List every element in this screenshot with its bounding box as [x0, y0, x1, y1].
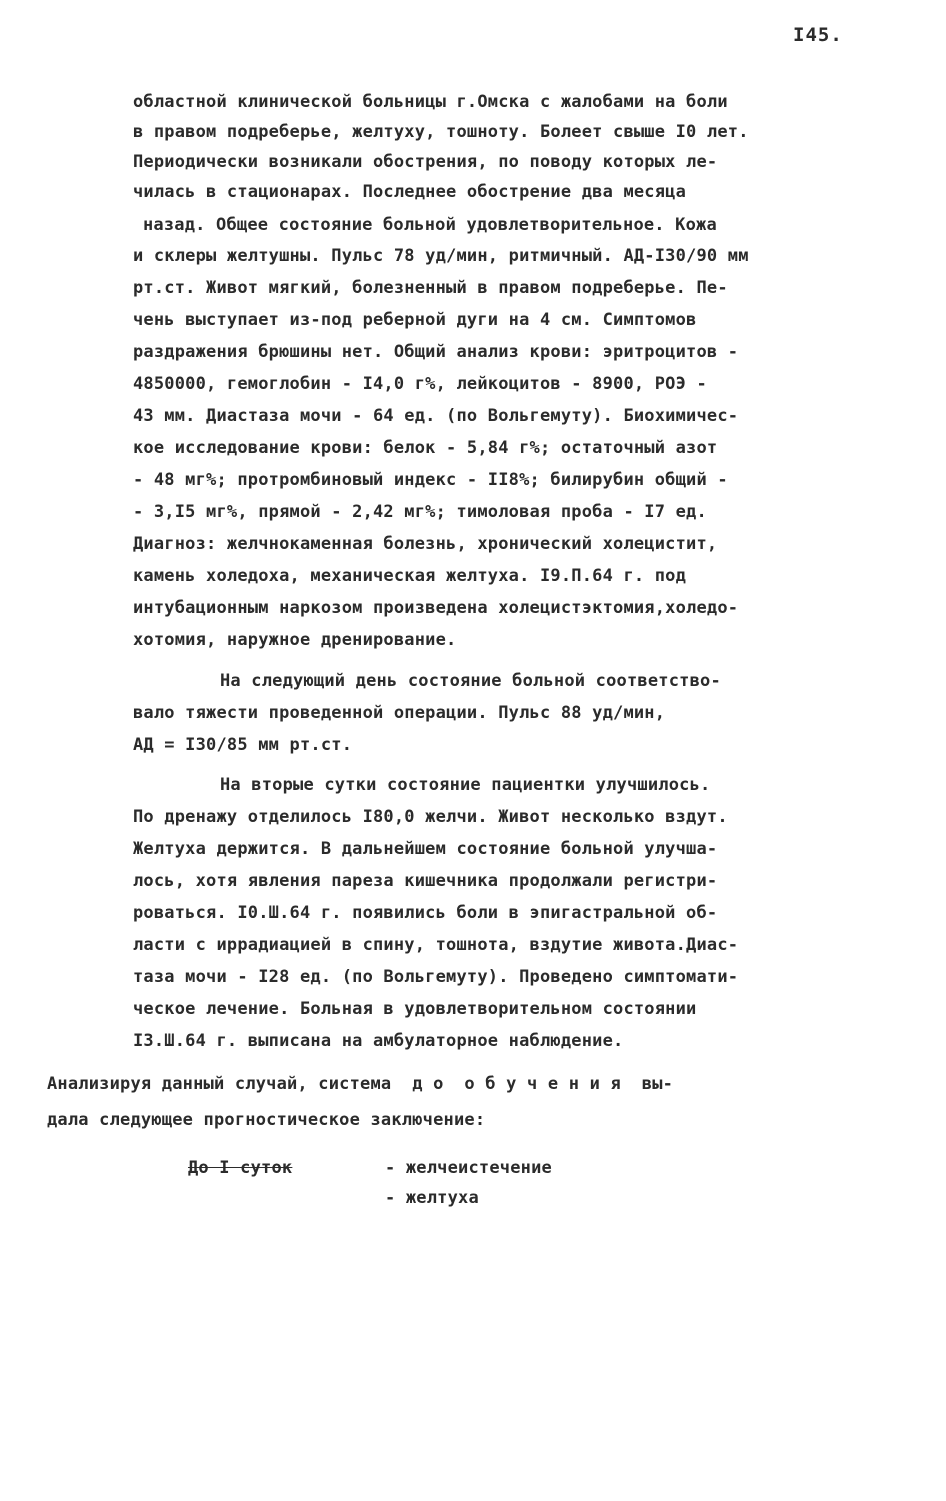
text-line: камень холедоха, механическая желтуха. I9.П.64 г. под [133, 566, 687, 586]
text-line: ласти с иррадиацией в спину, тошнота, вздутие живота.Диас- [133, 935, 739, 955]
text-line: Желтуха держится. В дальнейшем состояние больной улучша- [133, 839, 718, 859]
text-line: - 48 мг%; протромбиновый индекс - II8%; билирубин общий - [133, 470, 728, 490]
text-line: роваться. I0.Ш.64 г. появились боли в эпигастральной об- [133, 903, 718, 923]
text-line: и склеры желтушны. Пульс 78 уд/мин, ритмичный. АД-I30/90 мм [133, 246, 749, 266]
text-line: - 3,I5 мг%, прямой - 2,42 мг%; тимоловая проба - I7 ед. [133, 502, 707, 522]
text-line: чень выступает из-под реберной дуги на 4 см. Симптомов [133, 310, 697, 330]
text-line: Периодически возникали обострения, по поводу которых ле- [133, 152, 718, 172]
text-line: Диагноз: желчнокаменная болезнь, хронический холецистит, [133, 534, 718, 554]
text-line: хотомия, наружное дренирование. [133, 630, 457, 650]
prognosis-period-label: До I суток [188, 1158, 293, 1178]
text-line: 4850000, гемоглобин - I4,0 г%, лейкоцитов - 8900, РОЭ - [133, 374, 707, 394]
text-line: 43 мм. Диастаза мочи - 64 ед. (по Вольгемуту). Биохимичес- [133, 406, 739, 426]
text-line: чилась в стационарах. Последнее обострение два месяца [133, 182, 687, 202]
text-line: назад. Общее состояние больной удовлетворительное. Кожа [143, 215, 717, 235]
page-number: I45. [793, 24, 843, 46]
prognosis-item: - желтуха [385, 1188, 479, 1208]
text-line: I3.Ш.64 г. выписана на амбулаторное наблюдение. [133, 1031, 624, 1051]
text-line: ческое лечение. Больная в удовлетворительном состоянии [133, 999, 697, 1019]
text-line: лось, хотя явления пареза кишечника продолжали регистри- [133, 871, 718, 891]
text-line: в правом подреберье, желтуху, тошноту. Болеет свыше I0 лет. [133, 122, 749, 142]
text-line: Анализируя данный случай, система д о о б у ч е н и я вы- [47, 1074, 674, 1094]
text-line: кое исследование крови: белок - 5,84 г%; остаточный азот [133, 438, 718, 458]
text-line: таза мочи - I28 ед. (по Вольгемуту). Проведено симптомати- [133, 967, 739, 987]
text-line: По дренажу отделилось I80,0 желчи. Живот несколько вздут. [133, 807, 728, 827]
text-line: На следующий день состояние больной соответство- [220, 671, 721, 691]
text-line: На вторые сутки состояние пациентки улучшилось. [220, 775, 711, 795]
text-line: рт.ст. Живот мягкий, болезненный в правом подреберье. Пе- [133, 278, 728, 298]
text-line: раздражения брюшины нет. Общий анализ крови: эритроцитов - [133, 342, 739, 362]
text-line: вало тяжести проведенной операции. Пульс 88 уд/мин, [133, 703, 666, 723]
text-line: интубационным наркозом произведена холецистэктомия,холедо- [133, 598, 739, 618]
text-line: АД = I30/85 мм рт.ст. [133, 735, 353, 755]
prognosis-item: - желчеистечение [385, 1158, 552, 1178]
text-line: областной клинической больницы г.Омска с жалобами на боли [133, 92, 728, 112]
text-line: дала следующее прогностическое заключение: [47, 1110, 486, 1130]
